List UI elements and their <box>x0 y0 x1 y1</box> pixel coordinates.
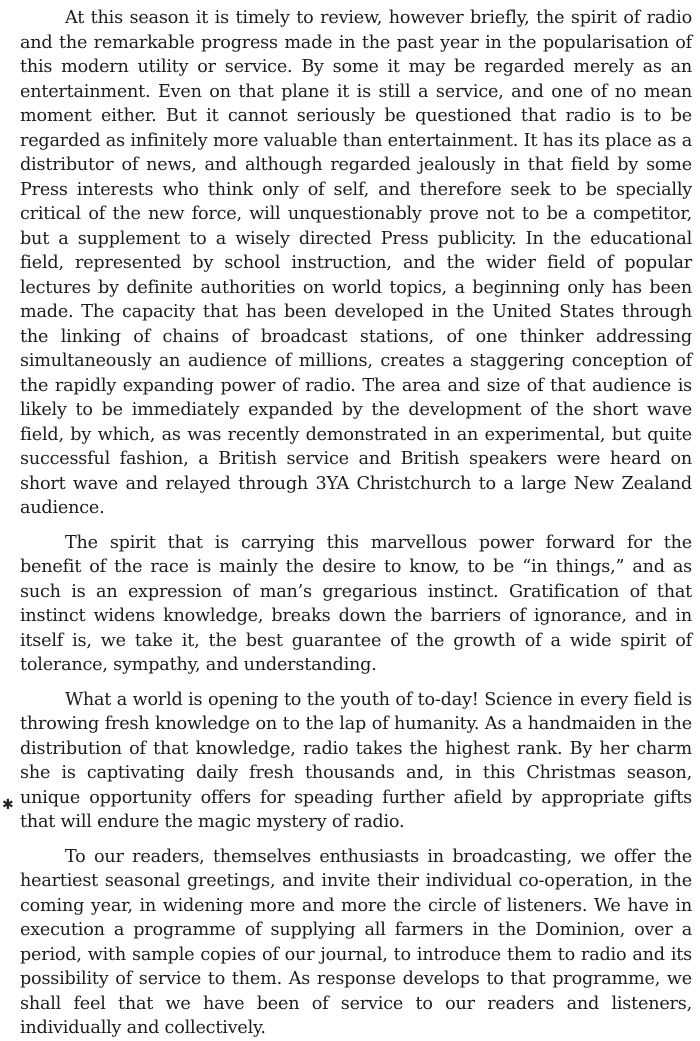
editorial-paragraph-2: The spirit that is carrying this marvellous power forward for the benefit of the race is mainly the desire to know, to be “in things,” and as such is an expression of man’s gregarious instinct. Gratification of that instinct widens knowledge, breaks down the barriers of ignorance, and in itself is, we take it, the best guarantee of the growth of a wide spirit of tolerance, sympathy, and understanding. <box>20 532 692 675</box>
editorial-paragraph-3: What a world is opening to the youth of to-day! Science in every field is throwing fresh knowledge on to the lap of humanity. As a handmaiden in the distribution of that knowledge, radio takes the highest rank. By her charm she is captivating daily fresh thousands and, in this Christmas season, unique opportunity offers for speading further afield by appropriate gifts that will endure the magic mystery of radio. <box>20 689 692 832</box>
margin-printer-mark: ✱ <box>2 797 14 813</box>
editorial-paragraph-4: To our readers, themselves enthusiasts in broadcasting, we offer the heartiest seasonal greetings, and invite their individual co-operation, in the coming year, in widening more and more the circle of listeners. We have in execution a programme of supplying all farmers in the Dominion, over a period, with sample copies of our journal, to introduce them to radio and its possibility of service to them. As response develops to that programme, we shall feel that we have been of service to our readers and listeners, individually and collectively. <box>20 846 692 1038</box>
editorial-paragraph-1: At this season it is timely to review, however briefly, the spirit of radio and the remarkable progress made in the past year in the popularisation of this modern utility or service. By some it may be regarded merely as an entertainment. Even on that plane it is still a service, and one of no mean moment either. But it cannot seriously be questioned that radio is to be regarded as infinitely more valuable than entertainment. It has its place as a distributor of news, and although regarded jealously in that field by some Press interests who think only of self, and therefore seek to be specially critical of the new force, will unquestionably prove not to be a competitor, but a supplement to a wisely directed Press publicity. In the educational field, represented by school instruction, and the wider field of popular lectures by definite authorities on world topics, a beginning only has been made. The capacity that has been developed in the United States through the linking of chains of broadcast stations, of one thinker addressing simultaneously an audience of millions, creates a staggering conception of the rapidly expanding power of radio. The area and size of that audience is likely to be immediately expanded by the development of the short wave field, by which, as was recently demonstrated in an experimental, but quite successful fashion, a British service and British speakers were heard on short wave and relayed through 3YA Christchurch to a large New Zealand audience. <box>20 8 692 518</box>
